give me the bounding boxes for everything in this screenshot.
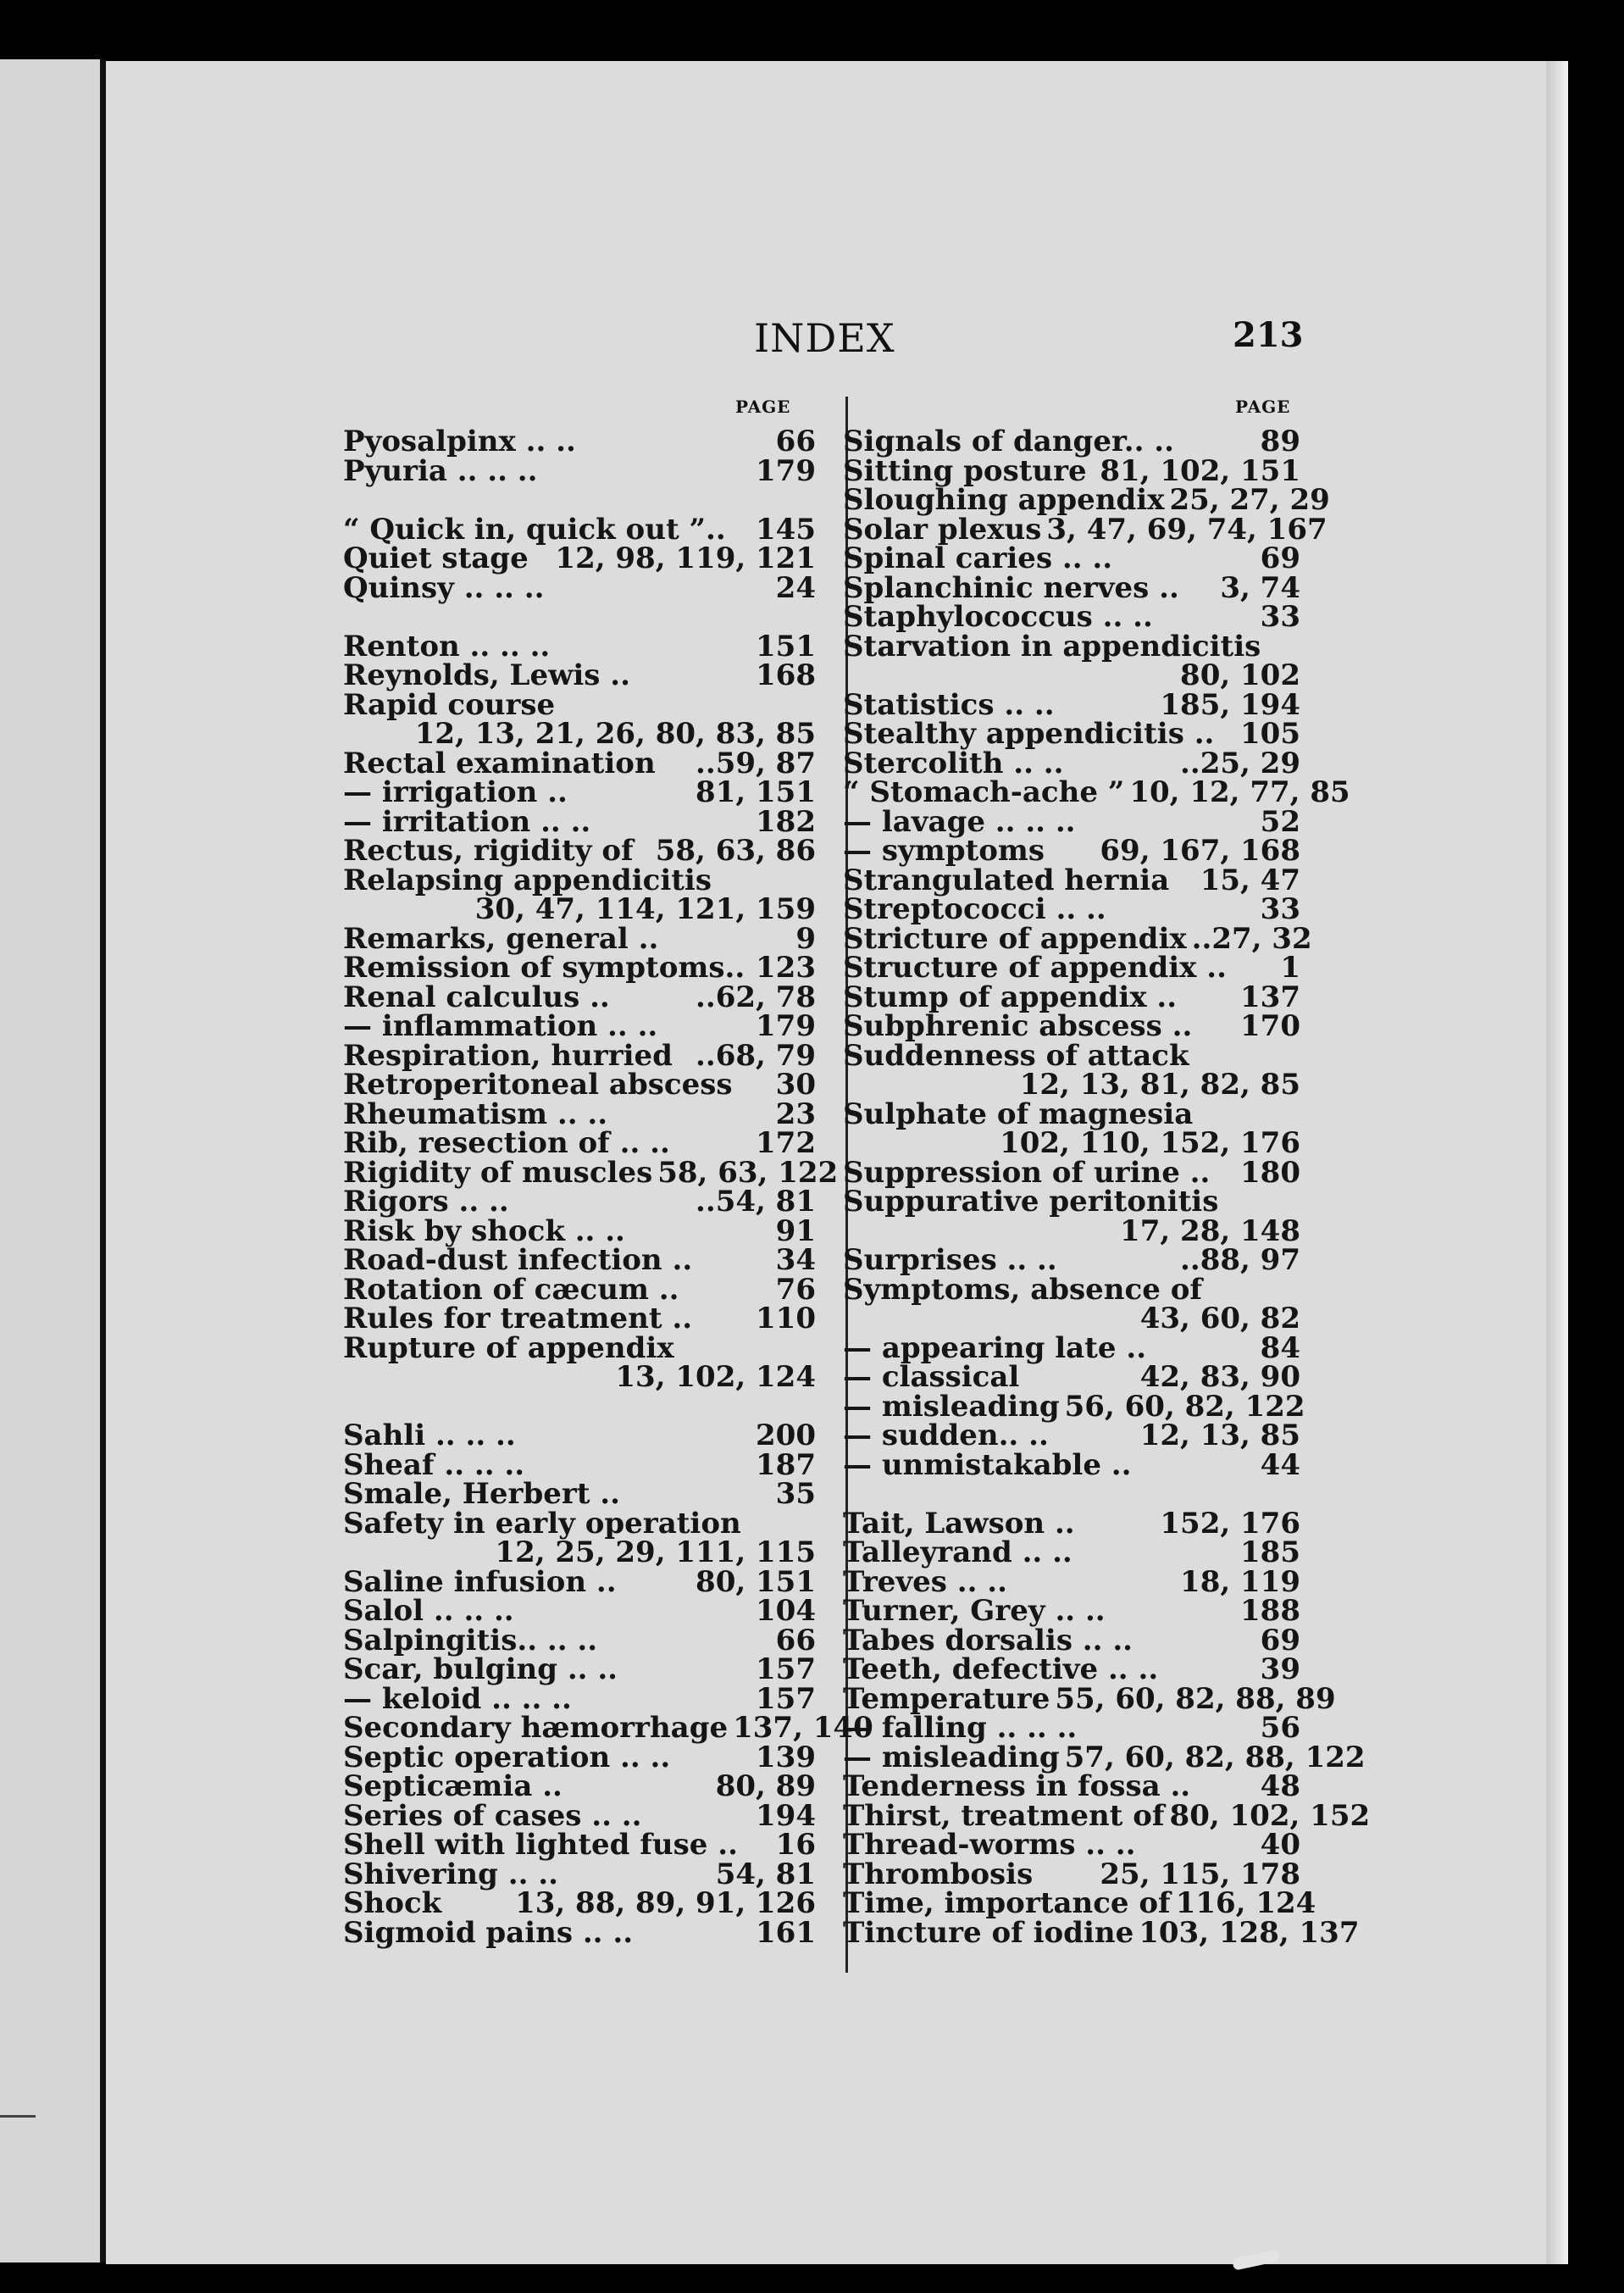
index-entry xyxy=(843,1713,1300,1743)
index-page-refs: 152, 176 xyxy=(1160,1506,1300,1541)
index-page-refs: 151 xyxy=(756,629,816,663)
index-term: Starvation in appendicitis xyxy=(843,629,1261,663)
index-entry xyxy=(343,427,816,457)
index-term: Surprises .. .. xyxy=(843,1243,1057,1277)
index-entry xyxy=(843,658,1300,692)
index-page-refs: 3, 74 xyxy=(1220,570,1300,605)
index-term: Retroperitoneal abscess xyxy=(343,1068,733,1102)
left-column-page-heading: PAGE xyxy=(735,397,791,417)
index-page-refs: 137, 140 xyxy=(733,1711,873,1745)
facing-page-edge xyxy=(0,59,100,2262)
index-term: Pyuria .. .. .. xyxy=(343,453,538,488)
index-term: Thrombosis xyxy=(843,1857,1034,1891)
index-entry xyxy=(843,1097,1300,1131)
index-page-refs: 12, 13, 81, 82, 85 xyxy=(1019,1068,1300,1102)
index-entry xyxy=(843,483,1330,517)
index-page-refs: 105 xyxy=(1240,717,1300,751)
index-entry xyxy=(343,1477,816,1511)
index-entry xyxy=(843,687,1300,722)
index-term: Quinsy .. .. .. xyxy=(343,570,545,605)
index-term: Suppression of urine .. xyxy=(843,1155,1211,1190)
index-entry xyxy=(843,1769,1300,1803)
index-term: “ Stomach-ache ” xyxy=(843,775,1125,809)
index-page-refs: 9 xyxy=(795,921,816,956)
index-entry xyxy=(343,1681,816,1716)
index-term: Shock xyxy=(343,1886,442,1920)
index-page-refs: 103, 128, 137 xyxy=(1139,1915,1360,1950)
index-entry xyxy=(343,1330,816,1365)
index-entry xyxy=(843,1038,1300,1073)
index-entry xyxy=(843,863,1300,897)
index-page-refs: 56, 60, 82, 122 xyxy=(1064,1389,1305,1424)
index-page-refs: 69 xyxy=(1260,541,1300,575)
index-entry xyxy=(843,746,1300,780)
index-entry xyxy=(843,1126,1300,1160)
index-term: Tabes dorsalis .. .. xyxy=(843,1623,1133,1657)
scan-artifact-mark xyxy=(0,2115,36,2118)
index-page-refs: 52 xyxy=(1260,804,1300,839)
index-entry xyxy=(843,1535,1300,1569)
index-page-refs: 185, 194 xyxy=(1160,687,1300,722)
index-page-refs: 35 xyxy=(775,1477,816,1511)
index-entry xyxy=(343,1506,816,1541)
index-entry xyxy=(343,1272,816,1307)
index-page-refs: 56 xyxy=(1260,1711,1300,1745)
index-term: Septic operation .. .. xyxy=(343,1740,671,1774)
index-entry xyxy=(343,486,816,515)
index-term: Rigors .. .. xyxy=(343,1185,509,1219)
index-entry xyxy=(343,1213,816,1248)
right-column-page-heading: PAGE xyxy=(1235,397,1291,417)
index-entry xyxy=(343,1564,816,1599)
index-entry xyxy=(843,1915,1360,1950)
index-entry xyxy=(343,1447,816,1482)
index-page-refs: 12, 13, 21, 26, 80, 83, 85 xyxy=(414,717,816,751)
index-term: Risk by shock .. .. xyxy=(343,1213,625,1248)
index-term: — symptoms xyxy=(843,834,1045,868)
index-page-refs: 116, 124 xyxy=(1175,1886,1316,1920)
index-page-refs: ..88, 97 xyxy=(1180,1243,1300,1277)
index-page-refs: 39 xyxy=(1260,1652,1300,1686)
index-entry xyxy=(843,427,1300,457)
index-page-refs: 157 xyxy=(756,1681,816,1716)
index-entry xyxy=(843,1304,1300,1334)
index-page-refs: 80, 89 xyxy=(715,1769,816,1803)
index-term: Signals of danger.. .. xyxy=(843,425,1174,458)
index-term: — misleading xyxy=(843,1389,1060,1424)
index-page-refs: 89 xyxy=(1260,425,1300,458)
index-term: Shivering .. .. xyxy=(343,1857,558,1891)
index-term: Road-dust infection .. xyxy=(343,1243,693,1277)
index-entry xyxy=(843,1596,1300,1626)
index-page-refs: 23 xyxy=(775,1097,816,1131)
index-page-refs: 58, 63, 86 xyxy=(655,834,816,868)
index-term: Spinal caries .. .. xyxy=(843,541,1113,575)
index-entry xyxy=(343,1915,816,1950)
index-page-refs: 102, 110, 152, 176 xyxy=(1000,1126,1300,1160)
index-page-refs: 34 xyxy=(775,1243,816,1277)
index-term: Salpingitis.. .. .. xyxy=(343,1623,598,1657)
index-page-refs: 58, 63, 122 xyxy=(657,1155,839,1190)
index-page-refs: 84 xyxy=(1260,1330,1300,1365)
index-page-refs: 180 xyxy=(1240,1155,1300,1190)
index-entry xyxy=(843,629,1300,663)
index-page-refs: 15, 47 xyxy=(1200,863,1300,897)
index-term: Stercolith .. .. xyxy=(843,746,1064,780)
index-entry xyxy=(343,1830,816,1860)
index-term: Sloughing appendix xyxy=(843,483,1165,517)
index-entry xyxy=(843,541,1300,575)
index-term: Tincture of iodine xyxy=(843,1915,1134,1950)
index-entry xyxy=(843,570,1300,605)
index-page-refs: 13, 102, 124 xyxy=(615,1360,816,1394)
index-term: Subphrenic abscess .. xyxy=(843,1009,1193,1043)
index-page-refs: 80, 102, 152 xyxy=(1169,1798,1371,1833)
index-entry xyxy=(343,1304,816,1334)
index-entry xyxy=(843,1480,1300,1509)
index-entry xyxy=(343,1187,816,1217)
index-entry xyxy=(843,1360,1300,1394)
index-page-refs: 104 xyxy=(756,1594,816,1628)
index-page-refs: 179 xyxy=(756,1009,816,1043)
index-entry xyxy=(343,629,816,663)
index-page-refs: 1 xyxy=(1280,951,1300,985)
index-entry xyxy=(343,570,816,605)
index-term: Respiration, hurried xyxy=(343,1038,673,1073)
index-entry xyxy=(843,1652,1300,1686)
index-entry xyxy=(343,1740,816,1774)
index-term: Reynolds, Lewis .. xyxy=(343,658,630,692)
index-term: — appearing late .. xyxy=(843,1330,1147,1365)
index-term: Relapsing appendicitis xyxy=(343,863,712,897)
index-page-refs: 137 xyxy=(1240,980,1300,1014)
index-term: Treves .. .. xyxy=(843,1564,1007,1599)
index-term: Time, importance of xyxy=(843,1886,1171,1920)
index-term: Staphylococcus .. .. xyxy=(843,600,1153,634)
index-term: Shell with lighted fuse .. xyxy=(343,1828,738,1862)
index-entry xyxy=(343,836,816,866)
index-term: Tait, Lawson .. xyxy=(843,1506,1075,1541)
index-page-refs: 3, 47, 69, 74, 167 xyxy=(1046,512,1327,547)
index-term: Turner, Grey .. .. xyxy=(843,1594,1106,1628)
index-entry xyxy=(843,1389,1305,1424)
index-term: Thread-worms .. .. xyxy=(843,1828,1136,1862)
index-term: Secondary hæmorrhage xyxy=(343,1711,729,1745)
index-term: Strangulated hernia xyxy=(843,863,1170,897)
index-page-refs: 30 xyxy=(775,1068,816,1102)
index-entry xyxy=(343,1155,839,1190)
index-page-refs: 200 xyxy=(756,1419,816,1452)
index-page-refs: 66 xyxy=(775,425,816,458)
index-term: Stealthy appendicitis .. xyxy=(843,717,1215,751)
index-term: Scar, bulging .. .. xyxy=(343,1652,618,1686)
index-page-refs: 161 xyxy=(756,1915,816,1950)
index-term: — irrigation .. xyxy=(343,775,568,809)
index-term: Stricture of appendix xyxy=(843,921,1187,956)
index-term: Talleyrand .. .. xyxy=(843,1535,1073,1569)
index-page-refs: 91 xyxy=(775,1213,816,1248)
index-entry xyxy=(343,953,816,983)
index-page-refs: 76 xyxy=(775,1272,816,1307)
index-term: Pyosalpinx .. .. xyxy=(343,425,576,458)
index-entry xyxy=(843,953,1300,983)
index-page-refs: 13, 88, 89, 91, 126 xyxy=(515,1886,816,1920)
index-entry xyxy=(343,512,816,547)
index-page-refs: 188 xyxy=(1240,1594,1300,1628)
index-term: — irritation .. .. xyxy=(343,804,591,839)
index-page-refs: 179 xyxy=(756,453,816,488)
index-term: Sitting posture xyxy=(843,453,1087,488)
index-entry xyxy=(843,719,1300,749)
index-page-refs: 123 xyxy=(756,951,816,985)
index-entry xyxy=(343,892,816,926)
index-entry xyxy=(343,1243,816,1277)
index-entry xyxy=(343,1652,816,1686)
page-edge-shadow xyxy=(1546,61,1568,2264)
index-entry xyxy=(843,1830,1300,1860)
index-term: Series of cases .. .. xyxy=(343,1798,642,1833)
index-entry xyxy=(843,1740,1366,1774)
index-entry xyxy=(843,602,1300,632)
index-entry xyxy=(843,1623,1300,1657)
index-column-right xyxy=(843,425,1371,1950)
index-term: Tenderness in fossa .. xyxy=(843,1769,1191,1803)
index-term: Rectal examination xyxy=(343,746,656,780)
index-page-refs: 172 xyxy=(756,1126,816,1160)
index-page-refs: 12, 25, 29, 111, 115 xyxy=(495,1535,816,1569)
index-entry xyxy=(343,1711,873,1745)
index-page-refs: 40 xyxy=(1260,1828,1300,1862)
index-entry xyxy=(343,1009,816,1043)
index-term: — sudden.. .. xyxy=(843,1419,1049,1452)
index-entry xyxy=(343,804,816,839)
index-page-refs: 12, 98, 119, 121 xyxy=(555,541,816,575)
index-entry xyxy=(843,1155,1300,1190)
index-entry xyxy=(343,980,816,1014)
index-page-refs: 33 xyxy=(1260,892,1300,926)
index-page-refs: 33 xyxy=(1260,600,1300,634)
index-term: Renal calculus .. xyxy=(343,980,610,1014)
index-term: Stump of appendix .. xyxy=(843,980,1178,1014)
index-entry xyxy=(343,1360,816,1394)
index-page-refs: 69 xyxy=(1260,1623,1300,1657)
index-page-refs: ..27, 32 xyxy=(1191,921,1312,956)
index-entry xyxy=(343,1857,816,1891)
index-page-refs: 42, 83, 90 xyxy=(1139,1360,1300,1394)
index-term: — lavage .. .. .. xyxy=(843,804,1076,839)
index-entry xyxy=(343,602,816,632)
index-entry xyxy=(843,1564,1300,1599)
index-entry xyxy=(343,719,816,749)
index-page-refs: 187 xyxy=(756,1447,816,1482)
index-page-refs: 110 xyxy=(756,1302,816,1335)
index-page-refs: 16 xyxy=(775,1828,816,1862)
index-term: Rigidity of muscles xyxy=(343,1155,653,1190)
index-entry xyxy=(343,921,816,956)
index-page-refs: 24 xyxy=(775,570,816,605)
index-term: — keloid .. .. .. xyxy=(343,1681,572,1716)
index-term: — unmistakable .. xyxy=(843,1447,1132,1482)
index-entry xyxy=(343,658,816,692)
page-number: 213 xyxy=(1233,315,1304,355)
index-term: Salol .. .. .. xyxy=(343,1594,514,1628)
index-term: Rotation of cæcum .. xyxy=(343,1272,679,1307)
index-term: Rules for treatment .. xyxy=(343,1302,693,1335)
index-term: Saline infusion .. xyxy=(343,1564,617,1599)
index-term: Splanchinic nerves .. xyxy=(843,570,1179,605)
index-page-refs: 57, 60, 82, 88, 122 xyxy=(1064,1740,1366,1774)
index-term: Remarks, general .. xyxy=(343,921,659,956)
index-entry xyxy=(343,453,816,488)
index-term: Smale, Herbert .. xyxy=(343,1477,620,1511)
index-entry xyxy=(343,1421,816,1451)
index-page-refs: 80, 151 xyxy=(696,1564,816,1599)
index-page-refs: 25, 115, 178 xyxy=(1100,1857,1300,1891)
index-entry xyxy=(843,1330,1300,1365)
index-entry xyxy=(343,1392,816,1422)
index-term: Rheumatism .. .. xyxy=(343,1097,608,1131)
index-page-refs: 55, 60, 82, 88, 89 xyxy=(1055,1681,1336,1716)
index-page-refs: 168 xyxy=(756,658,816,692)
index-entry xyxy=(343,1886,816,1920)
index-page-refs: 18, 119 xyxy=(1180,1564,1300,1599)
index-entry xyxy=(843,1070,1300,1100)
index-entry xyxy=(843,1681,1336,1716)
index-page-refs: ..59, 87 xyxy=(696,746,816,780)
binding-gutter xyxy=(100,59,106,2262)
index-entry xyxy=(843,775,1350,809)
index-term: Structure of appendix .. xyxy=(843,951,1227,985)
index-entry xyxy=(343,1535,816,1569)
index-term: Streptococci .. .. xyxy=(843,892,1106,926)
index-entry xyxy=(343,1070,816,1100)
index-term: Sahli .. .. .. xyxy=(343,1419,516,1452)
index-entry xyxy=(843,980,1300,1014)
index-entry xyxy=(843,1213,1300,1248)
index-page-refs: ..25, 29 xyxy=(1180,746,1300,780)
index-entry xyxy=(343,1798,816,1833)
index-entry xyxy=(843,1009,1300,1043)
index-term: Sulphate of magnesia xyxy=(843,1097,1194,1131)
index-page-refs: 10, 12, 77, 85 xyxy=(1129,775,1350,809)
index-entry xyxy=(843,1272,1300,1307)
index-page-refs: 81, 151 xyxy=(696,775,816,809)
index-term: Thirst, treatment of xyxy=(843,1798,1165,1833)
index-term: Sigmoid pains .. .. xyxy=(343,1915,634,1950)
index-term: Rupture of appendix xyxy=(343,1330,674,1365)
index-entry xyxy=(843,1447,1300,1482)
index-page-refs: 54, 81 xyxy=(715,1857,816,1891)
index-term: Teeth, defective .. .. xyxy=(843,1652,1159,1686)
index-term: Statistics .. .. xyxy=(843,687,1055,722)
index-page-refs: ..54, 81 xyxy=(696,1185,816,1219)
index-page-refs: 43, 60, 82 xyxy=(1139,1302,1300,1335)
index-term: Rectus, rigidity of xyxy=(343,834,634,868)
index-page-refs: 80, 102 xyxy=(1180,658,1300,692)
index-term: Solar plexus xyxy=(843,512,1042,547)
index-column-left xyxy=(343,425,873,1950)
index-term: Temperature xyxy=(843,1681,1050,1716)
index-term: “ Quick in, quick out ”.. xyxy=(343,512,726,547)
index-term: Symptoms, absence of xyxy=(843,1272,1203,1307)
page-title: INDEX xyxy=(754,315,895,361)
index-term: Remission of symptoms.. xyxy=(343,951,745,985)
index-term: — inflammation .. .. xyxy=(343,1009,658,1043)
index-page-refs: 66 xyxy=(775,1623,816,1657)
index-term: Sheaf .. .. .. xyxy=(343,1447,525,1482)
index-entry xyxy=(843,1798,1371,1833)
index-entry xyxy=(343,1038,816,1073)
index-page-refs: 17, 28, 148 xyxy=(1120,1213,1300,1248)
index-page-refs: 25, 27, 29 xyxy=(1169,483,1330,517)
index-entry xyxy=(843,453,1300,488)
index-entry xyxy=(843,921,1312,956)
index-term: Rapid course xyxy=(343,687,556,722)
index-entry xyxy=(343,1097,816,1131)
index-entry xyxy=(843,1886,1316,1920)
index-term: Quiet stage xyxy=(343,541,529,575)
index-entry xyxy=(843,804,1300,839)
index-page-refs: 48 xyxy=(1260,1769,1300,1803)
index-entry xyxy=(843,1187,1300,1217)
index-term: Suppurative peritonitis xyxy=(843,1185,1219,1219)
index-term: Renton .. .. .. xyxy=(343,629,551,663)
index-page-refs: ..68, 79 xyxy=(696,1038,816,1073)
index-term: Septicæmia .. xyxy=(343,1769,563,1803)
index-page-refs: 194 xyxy=(756,1798,816,1833)
index-page-refs: 69, 167, 168 xyxy=(1100,834,1300,868)
index-entry xyxy=(343,863,816,897)
index-page-refs: 145 xyxy=(756,512,816,547)
index-entry xyxy=(843,1243,1300,1277)
index-page-refs: 81, 102, 151 xyxy=(1100,453,1300,488)
index-page-refs: 182 xyxy=(756,804,816,839)
index-page-refs: 30, 47, 114, 121, 159 xyxy=(474,892,816,926)
index-term: — falling .. .. .. xyxy=(843,1711,1078,1745)
index-entry xyxy=(843,1421,1300,1451)
index-entry xyxy=(843,892,1300,926)
index-page-refs: ..62, 78 xyxy=(696,980,816,1014)
index-term: — classical xyxy=(843,1360,1020,1394)
index-entry xyxy=(843,512,1327,547)
index-term: Suddenness of attack xyxy=(843,1038,1189,1073)
index-term: — misleading xyxy=(843,1740,1060,1774)
index-entry xyxy=(343,541,816,575)
index-page-refs: 170 xyxy=(1240,1009,1300,1043)
index-entry xyxy=(343,746,816,780)
index-entry xyxy=(843,836,1300,866)
index-entry xyxy=(343,1126,816,1160)
index-page-refs: 44 xyxy=(1260,1447,1300,1482)
index-entry xyxy=(343,1623,816,1657)
index-page-refs: 185 xyxy=(1240,1535,1300,1569)
index-term: Safety in early operation xyxy=(343,1506,741,1541)
index-entry xyxy=(343,1596,816,1626)
index-entry xyxy=(343,687,816,722)
index-page-refs: 12, 13, 85 xyxy=(1139,1419,1300,1452)
index-entry xyxy=(343,775,816,809)
index-page-refs: 139 xyxy=(756,1740,816,1774)
index-entry xyxy=(843,1857,1300,1891)
index-entry xyxy=(343,1769,816,1803)
index-entry xyxy=(843,1506,1300,1541)
index-page-refs: 157 xyxy=(756,1652,816,1686)
index-term: Rib, resection of .. .. xyxy=(343,1126,670,1160)
